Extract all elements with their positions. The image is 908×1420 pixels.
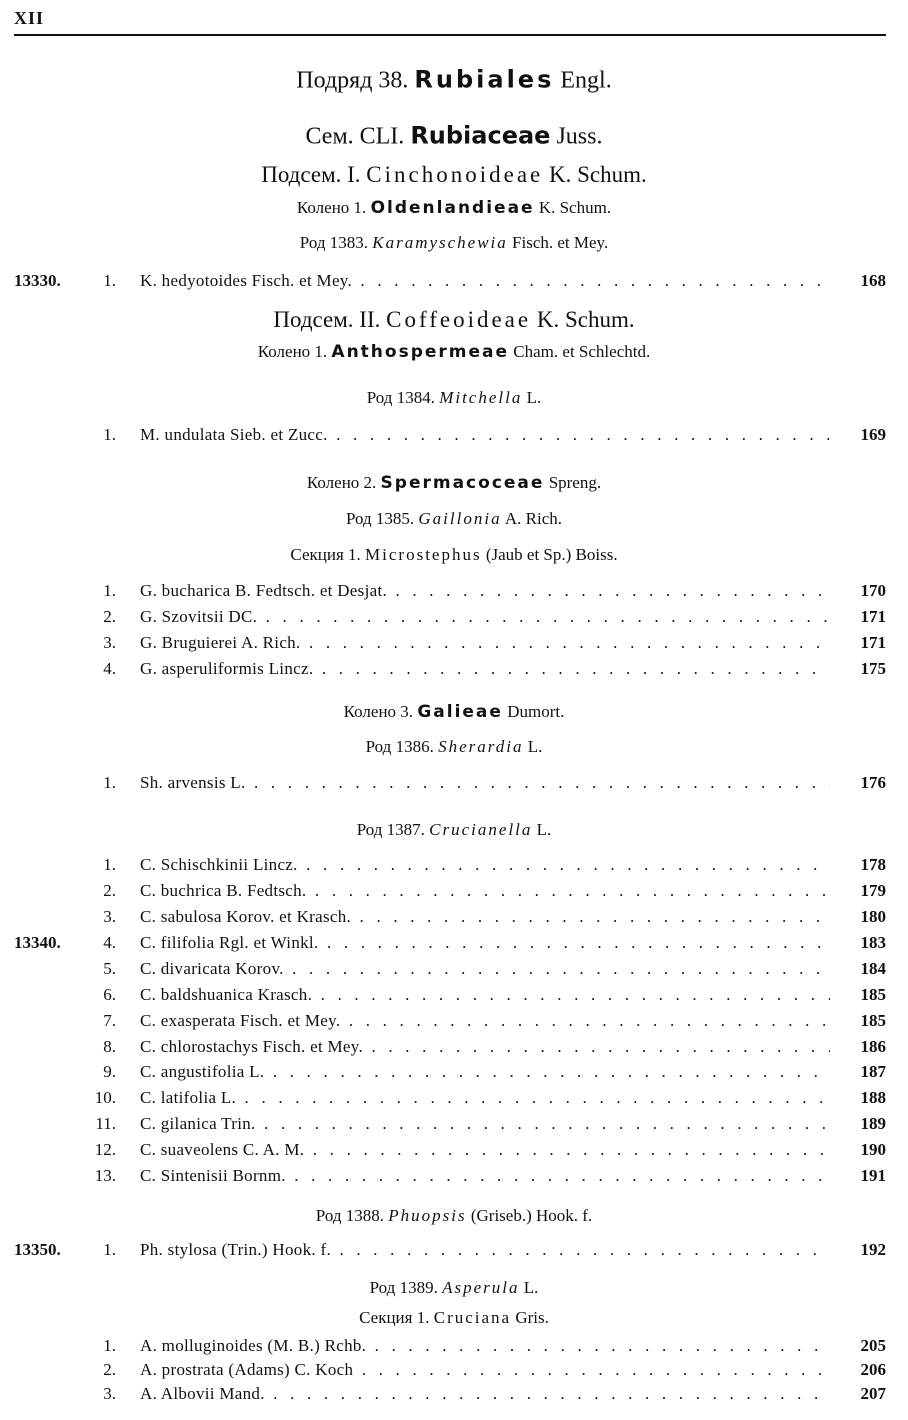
species-name: G. bucharica B. Fedtsch. et Desjat. . . . <box>140 579 830 603</box>
family-name: Rubiaceae <box>410 121 551 150</box>
tribe-heading <box>0 198 908 218</box>
species-name: G. Bruguierei A. Rich. . . . <box>140 631 830 655</box>
page-reference: 183 <box>860 933 886 952</box>
species-number: 11. <box>95 1114 116 1133</box>
tribe-heading <box>0 702 908 722</box>
species-name: A. molluginoides (M. B.) Rchb. . . . <box>140 1334 830 1358</box>
species-number: 7. <box>103 1011 116 1030</box>
genus-name: Sherardia <box>438 737 524 756</box>
genus-prefix: Род 1387. <box>356 820 430 839</box>
page-reference: 186 <box>860 1037 886 1056</box>
species-name: C. sabulosa Korov. et Krasch. . . . <box>140 905 830 929</box>
tribe-author: K. Schum. <box>534 198 612 217</box>
species-number: 3. <box>103 907 116 926</box>
species-number: 12. <box>94 1140 116 1159</box>
species-number: 10. <box>94 1088 116 1107</box>
page-reference: 207 <box>860 1384 886 1403</box>
genus-heading <box>0 737 908 757</box>
genus-prefix: Род 1389. <box>369 1278 443 1297</box>
tribe-author: Cham. et Schlechtd. <box>509 342 651 361</box>
family-heading <box>0 122 908 151</box>
genus-prefix: Род 1388. <box>315 1206 389 1225</box>
species-name: C. divaricata Korov. . . . <box>140 957 830 981</box>
species-entry <box>0 1009 908 1033</box>
species-name: C. gilanica Trin. . . . <box>140 1112 830 1136</box>
species-entry <box>0 879 908 903</box>
tribe-author: Dumort. <box>502 702 565 721</box>
species-name: C. Sintenisii Bornm. . . . <box>140 1164 830 1188</box>
section-prefix: Секция 1. <box>359 1308 434 1327</box>
genus-prefix: Род 1386. <box>365 737 439 756</box>
species-entry <box>0 853 908 877</box>
species-entry <box>0 1238 908 1262</box>
genus-author: A. Rich. <box>501 509 563 528</box>
section-prefix: Секция 1. <box>290 545 366 564</box>
species-name: C. filifolia Rgl. et Winkl. . . . <box>140 931 830 955</box>
species-number: 3. <box>103 1384 116 1403</box>
page-reference: 179 <box>860 881 886 900</box>
family-prefix: Сем. CLI. <box>305 123 411 150</box>
genus-prefix: Род 1383. <box>299 233 373 252</box>
species-entry <box>0 269 908 293</box>
subfamily-name: Coffeoideae <box>386 307 532 332</box>
species-number: 6. <box>103 985 116 1004</box>
section-name: Cruciana <box>433 1308 512 1327</box>
genus-name: Karamyschewia <box>372 233 508 252</box>
genus-heading <box>0 1206 908 1226</box>
species-number: 9. <box>103 1062 116 1081</box>
page-reference: 188 <box>860 1088 886 1107</box>
tribe-name: Oldenlandieae <box>370 198 535 218</box>
species-entry <box>0 1060 908 1084</box>
genus-heading <box>0 233 908 253</box>
species-name: G. Szovitsii DC. . . . <box>140 605 830 629</box>
family-author: Juss. <box>550 123 603 150</box>
tribe-author: Spreng. <box>544 473 602 492</box>
genus-author: L. <box>519 1278 539 1297</box>
page-reference: 185 <box>860 985 886 1004</box>
page-reference: 178 <box>860 855 886 874</box>
species-number: 4. <box>103 933 116 952</box>
species-name: C. chlorostachys Fisch. et Mey. . . . <box>140 1035 830 1059</box>
species-number: 2. <box>103 607 116 626</box>
tribe-prefix: Колено 3. <box>343 702 418 721</box>
species-name: M. undulata Sieb. et Zucc. . . . <box>140 423 830 447</box>
genus-name: Phuopsis <box>388 1206 467 1225</box>
species-number: 2. <box>103 1360 116 1379</box>
tribe-prefix: Колено 1. <box>257 342 332 361</box>
serial-number: 13340. <box>14 933 61 952</box>
genus-author: (Griseb.) Hook. f. <box>466 1206 593 1225</box>
section-author: Gris. <box>511 1308 549 1327</box>
species-name: K. hedyotoides Fisch. et Mey. . . . <box>140 269 830 293</box>
species-entry <box>0 905 908 929</box>
page-reference: 206 <box>860 1360 886 1379</box>
species-entry <box>0 1382 908 1406</box>
species-name: G. asperuliformis Lincz. . . . <box>140 657 830 681</box>
species-name: C. angustifolia L. . . . <box>140 1060 830 1084</box>
species-number: 1. <box>103 773 116 792</box>
species-name: Sh. arvensis L. . . . <box>140 771 830 795</box>
page-reference: 189 <box>860 1114 886 1133</box>
serial-number: 13330. <box>14 271 61 290</box>
subfamily-heading <box>0 162 908 188</box>
species-entry <box>0 931 908 955</box>
genus-prefix: Род 1385. <box>345 509 419 528</box>
page-number: XII <box>14 8 45 28</box>
genus-heading <box>0 1278 908 1298</box>
page-reference: 176 <box>860 773 886 792</box>
section-heading <box>0 1308 908 1328</box>
page-reference: 168 <box>860 271 886 290</box>
species-number: 1. <box>103 581 116 600</box>
genus-name: Crucianella <box>429 820 533 839</box>
species-name: Ph. stylosa (Trin.) Hook. f. . . . <box>140 1238 830 1262</box>
page-reference: 185 <box>860 1011 886 1030</box>
tribe-name: Anthospermeae <box>331 342 510 362</box>
species-number: 1. <box>103 1240 116 1259</box>
species-name: C. baldshuanica Krasch. . . . <box>140 983 830 1007</box>
section-heading <box>0 545 908 565</box>
species-name: C. suaveolens C. A. M. . . . <box>140 1138 830 1162</box>
page-reference: 171 <box>860 633 886 652</box>
species-name: C. exasperata Fisch. et Mey. . . . <box>140 1009 830 1033</box>
genus-heading <box>0 388 908 408</box>
species-entry <box>0 1358 908 1382</box>
subfamily-author: K. Schum. <box>531 307 635 332</box>
species-number: 4. <box>103 659 116 678</box>
section-name: Microstephus <box>365 545 482 564</box>
genus-author: L. <box>523 737 543 756</box>
page-reference: 187 <box>860 1062 886 1081</box>
species-name: C. latifolia L. . . . <box>140 1086 830 1110</box>
order-heading <box>0 66 908 95</box>
species-name: A. prostrata (Adams) C. Koch . . . <box>140 1358 830 1382</box>
tribe-heading <box>0 342 908 362</box>
subfamily-prefix: Подсем. I. <box>261 162 367 187</box>
species-entry <box>0 1112 908 1136</box>
species-entry <box>0 1334 908 1358</box>
page-reference: 184 <box>860 959 886 978</box>
species-number: 13. <box>94 1166 116 1185</box>
tribe-prefix: Колено 2. <box>306 473 381 492</box>
species-entry <box>0 1086 908 1110</box>
genus-heading <box>0 509 908 529</box>
species-entry <box>0 771 908 795</box>
species-name: C. Schischkinii Lincz. . . . <box>140 853 830 877</box>
tribe-heading <box>0 473 908 493</box>
species-entry <box>0 1035 908 1059</box>
species-entry <box>0 983 908 1007</box>
tribe-name: Spermacoceae <box>380 473 545 493</box>
species-entry <box>0 1164 908 1188</box>
species-entry <box>0 1138 908 1162</box>
species-name: A. Albovii Mand. . . . <box>140 1382 830 1406</box>
genus-author: L. <box>522 388 542 407</box>
page-reference: 191 <box>860 1166 886 1185</box>
species-number: 1. <box>103 425 116 444</box>
species-entry <box>0 657 908 681</box>
subfamily-heading <box>0 307 908 333</box>
species-entry <box>0 423 908 447</box>
genus-name: Mitchella <box>439 388 523 407</box>
page-reference: 205 <box>860 1336 886 1355</box>
species-number: 3. <box>103 633 116 652</box>
subfamily-author: K. Schum. <box>543 162 647 187</box>
species-entry <box>0 631 908 655</box>
header-rule <box>14 34 886 36</box>
species-entry <box>0 579 908 603</box>
species-number: 1. <box>103 1336 116 1355</box>
species-number: 1. <box>103 855 116 874</box>
species-name: C. buchrica B. Fedtsch. . . . <box>140 879 830 903</box>
page-reference: 192 <box>860 1240 886 1259</box>
tribe-name: Galieae <box>417 702 503 722</box>
page-reference: 169 <box>860 425 886 444</box>
species-number: 8. <box>103 1037 116 1056</box>
genus-author: Fisch. et Mey. <box>507 233 609 252</box>
species-number: 2. <box>103 881 116 900</box>
genus-author: L. <box>532 820 552 839</box>
tribe-prefix: Колено 1. <box>296 198 371 217</box>
order-prefix: Подряд 38. <box>296 67 415 94</box>
page-reference: 171 <box>860 607 886 626</box>
species-entry <box>0 957 908 981</box>
genus-heading <box>0 820 908 840</box>
genus-name: Asperula <box>442 1278 520 1297</box>
page-reference: 190 <box>860 1140 886 1159</box>
order-author: Engl. <box>554 67 612 94</box>
genus-prefix: Род 1384. <box>366 388 440 407</box>
page-reference: 170 <box>860 581 886 600</box>
section-author: (Jaub et Sp.) Boiss. <box>481 545 618 564</box>
species-number: 5. <box>103 959 116 978</box>
order-name: Rubiales <box>414 65 555 94</box>
serial-number: 13350. <box>14 1240 61 1259</box>
subfamily-prefix: Подсем. II. <box>273 307 387 332</box>
page-reference: 175 <box>860 659 886 678</box>
species-number: 1. <box>103 271 116 290</box>
genus-name: Gaillonia <box>418 509 502 528</box>
subfamily-name: Cinchonoideae <box>366 162 544 187</box>
page-reference: 180 <box>860 907 886 926</box>
species-entry <box>0 605 908 629</box>
